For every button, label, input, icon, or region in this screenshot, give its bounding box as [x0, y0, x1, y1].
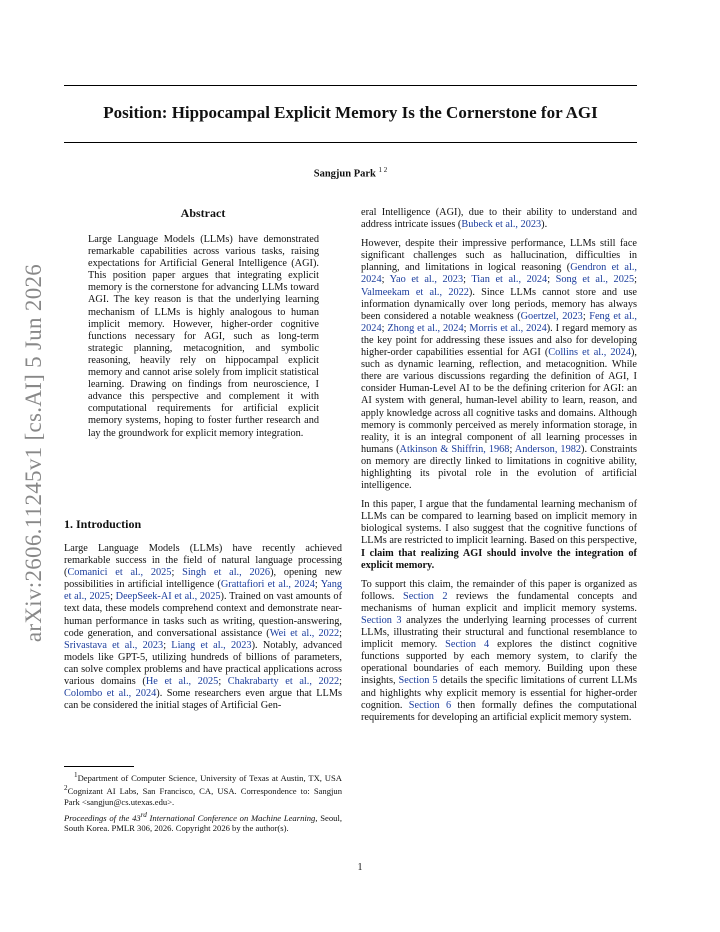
citation-link[interactable]: Yao et al., 2023 — [389, 274, 464, 286]
intro-paragraph-3: In this paper, I argue that the fundamental learning mechanism of LLMs can be compared to learning based on implicit memory in biological systems. I also suggest that the cognitive functions of LLMs are restricted to implicit learning. Based on this perspective, I claim that realizing AGI should involve the integration of explicit memory. — [361, 499, 637, 571]
main-claim: I claim that realizing AGI should involve the integration of explicit memory. — [361, 547, 637, 571]
citation-link[interactable]: Valmeekam et al., 2022 — [361, 286, 469, 298]
citation-link[interactable]: Comanici et al., 2025 — [67, 567, 172, 579]
citation-link[interactable]: Chakrabarty et al., 2022 — [227, 676, 340, 688]
citation-link[interactable]: Colombo et al., 2024 — [64, 688, 157, 700]
intro-paragraph-1-continued: eral Intelligence (AGI), due to their ability to understand and address intricate issues (Bubeck et al., 2023). — [361, 207, 637, 231]
citation-link[interactable]: He et al., 2025 — [145, 676, 219, 688]
citation-link[interactable]: Bubeck et al., 2023 — [461, 219, 542, 231]
intro-paragraph-2: However, despite their impressive performance, LLMs still face significant challenges such as hallucination, difficulties in planning, and limitations in logical reasoning (Gendron et al., 2024; Yao et al., 2023; Tian et al., 2024; Song et al., 2025; Valmeekam et al., 2022). Since LLMs cannot store and use information dynamically over long periods, memory has always been considered a notable weakness (Goertzel, 2023; Feng et al., 2024; Zhong et al., 2024; Morris et al., 2024). I regard memory as the key point for addressing these issues and also for developing higher-order capabilities essential for AGI (Collins et al., 2024), such as dynamic learning, reflection, and metacognition. While there are various discussions regarding the definition of AGI, I consider Human-Level AI to be the defining criterion for AGI: an AI system with general, human-level ability to learn, reason, and apply knowledge across all cognitive tasks and domains. Although memory is commonly perceived as merely information storage, in reality, it is an integral component of all learning processes in humans (Atkinson & Shiffrin, 1968; Anderson, 1982). Constraints on memory are directly linked to limitations in cognitive ability, highlighting its pivotal role in the evolution of artificial intelligence. — [361, 238, 638, 492]
introduction-heading: 1. Introduction — [64, 517, 142, 531]
intro-left-column — [64, 543, 342, 719]
citation-link[interactable]: DeepSeek-AI et al., 2025 — [115, 591, 221, 603]
citation-link[interactable]: Yang et al., 2025 — [64, 579, 342, 603]
citation-link[interactable]: Song et al., 2025 — [555, 274, 635, 286]
intro-right-column — [361, 207, 637, 731]
proceedings-note: Proceedings of the 43rd International Conference on Machine Learning, Seoul, South Korea. PMLR 306, 2026. Copyright 2026 by the author(s). — [64, 811, 342, 834]
author-affiliation-marks: 1 2 — [378, 166, 388, 174]
citation-link[interactable]: Anderson, 1982 — [514, 443, 582, 455]
section-5-link[interactable]: Section 5 — [398, 675, 438, 687]
citation-link[interactable]: Liang et al., 2023 — [171, 639, 252, 651]
affiliation-footnote: $^1$Department of Computer Science, University of Texas at Austin, TX, USA $^2$Cognizant AI Labs, San Francisco, CA, USA. Correspondence to: Sangjun Park <sangjun@cs.utexas.edu>. — [64, 771, 342, 807]
section-2-link[interactable]: Section 2 — [402, 590, 448, 602]
author-name: Sangjun Park — [313, 168, 376, 180]
citation-link[interactable]: Zhong et al., 2024 — [387, 322, 464, 334]
citation-link[interactable]: Wei et al., 2022 — [269, 627, 340, 639]
section-3-link[interactable]: Section 3 — [361, 615, 402, 626]
citation-link[interactable]: Grattafiori et al., 2024 — [220, 579, 315, 591]
citation-link[interactable]: Feng et al., 2024 — [361, 310, 637, 334]
intro-paragraph-1: Large Language Models (LLMs) have recently achieved remarkable success in the field of natural language processing (Comanici et al., 2025; Singh et al., 2026), opening new possibilities in artificial intelligence (Grattafiori et al., 2024; Yang et al., 2025; DeepSeek-AI et al., 2025). Trained on vast amounts of text data, these models comprehend context and demonstrate near-human performance in tasks such as writing, question-answering, code generation, and conversational assistance (Wei et al., 2022; Srivastava et al., 2023; Liang et al., 2023). Notably, advanced models like GPT-5, utilizing hundreds of billions of parameters, can solve complex problems and have practical applications across various domains (He et al., 2025; Chakrabarty et al., 2022; Colombo et al., 2024). Some researchers even argue that LLMs can be considered the initial stages of Artificial Gen- — [64, 543, 343, 712]
citation-link[interactable]: Gendron et al., 2024 — [361, 262, 637, 286]
citation-link[interactable]: Srivastava et al., 2023 — [64, 639, 164, 651]
title-top-rule — [64, 85, 637, 86]
footnote-rule — [64, 766, 134, 767]
abstract-text: Large Language Models (LLMs) have demonstrated remarkable capabilities across various tasks, raising expectations for Artificial General Intelligence (AGI). This position paper argues that integrating explicit memory is the cornerstone for advancing LLMs toward AGI. The key reason is that the underlying learning mechanism of LLMs is highly analogous to human implicit memory. However, higher-order cognitive functions necessary for AGI, such as long-term strategic planning, metacognition, and symbolic reasoning, heavily rely on hippocampal explicit memory and cannot arise solely from implicit statistical learning. Drawing on findings from neuroscience, I advance this perspective and complement it with computational requirements for artificial explicit memory systems, hoping to foster further research and lay the groundwork for explicit memory integration. — [88, 234, 319, 439]
citation-link[interactable]: Goertzel, 2023 — [520, 310, 583, 322]
arxiv-identifier: arXiv:2606.11245v1 [cs.AI] 5 Jun 2026 — [21, 263, 46, 643]
abstract-heading: Abstract — [180, 206, 226, 220]
section-6-link[interactable]: Section 6 — [408, 699, 452, 711]
author-line — [64, 166, 637, 180]
page-number: 1 — [357, 862, 363, 873]
citation-link[interactable]: Morris et al., 2024 — [469, 322, 547, 334]
paper-title: Position: Hippocampal Explicit Memory Is the Cornerstone for AGI — [103, 103, 598, 122]
citation-link[interactable]: Collins et al., 2024 — [548, 347, 631, 359]
section-4-link[interactable]: Section 4 — [445, 639, 490, 651]
intro-paragraph-4: To support this claim, the remainder of this paper is organized as follows. Section 2 reviews the fundamental concepts and mechanisms of human explicit and implicit memory systems. Section 3 analyzes the underlying learning processes of current LLMs, illustrating their structural and functional resemblance to implicit memory. Section 4 explores the distinct cognitive functions supported by each memory system, to clarify the operational boundaries of each memory. Building upon these insights, Section 5 details the specific limitations of current LLMs and highlights why explicit memory is essential for higher-order cognition. Section 6 then formally defines the computational requirements for developing an artificial explicit memory system. — [361, 578, 638, 723]
citation-link[interactable]: Singh et al., 2026 — [182, 567, 271, 579]
citation-link[interactable]: Atkinson & Shiffrin, 1968 — [399, 443, 510, 455]
citation-link[interactable]: Tian et al., 2024 — [471, 274, 548, 286]
title-bottom-rule — [64, 142, 637, 143]
